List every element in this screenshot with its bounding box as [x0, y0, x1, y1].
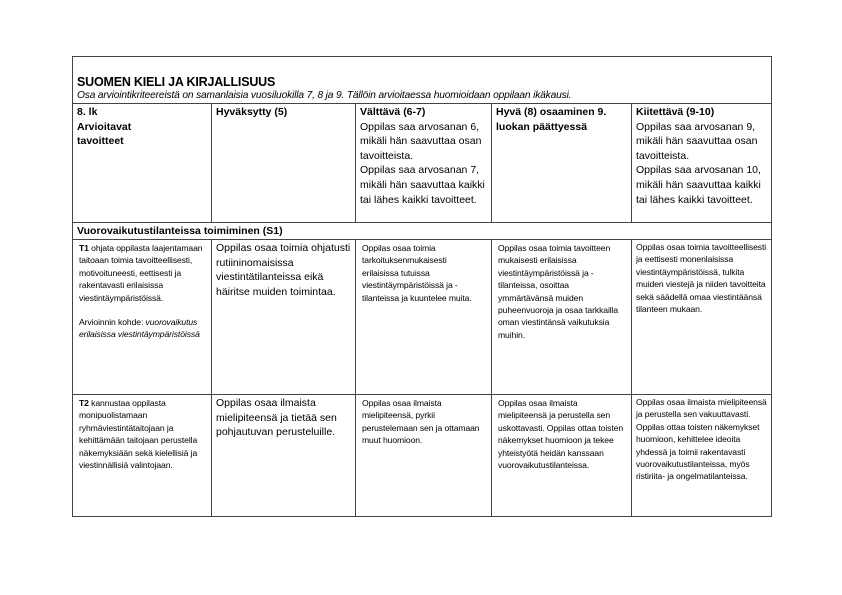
header-grade-6-7: [356, 104, 492, 222]
grade-6-7-cell: Oppilas osaa ilmaista mielipiteensä, pyrkii perustelemaan sen ja ottamaan muut huomioon.: [356, 395, 492, 516]
header-grade-6-7-text2: Oppilas saa arvosanan 7, mikäli hän saavuttaa kaikki tai lähes kaikki tavoitteet.: [360, 164, 485, 206]
section-row: [73, 223, 771, 240]
goal-text: [79, 397, 205, 471]
section-title: Vuorovaikutustilanteissa toimiminen (S1): [77, 225, 283, 237]
title-block: [73, 57, 771, 104]
table-row: [73, 395, 771, 516]
grade-8-cell: Oppilas osaa ilmaista mielipiteensä ja perustella sen uskottavasti. Oppilas ottaa toisten näkemykset huomioon ja tekee yhteistyötä heidän kanssaan vuorovaikutustilanteissa.: [492, 395, 632, 516]
goal-cell: [73, 240, 212, 394]
header-grade-6-7-title: Välttävä (6-7): [360, 106, 426, 118]
header-row: [73, 104, 771, 223]
goal-code: T2: [79, 398, 89, 408]
table-row: [73, 240, 771, 395]
grade-8-cell: Oppilas osaa toimia tavoitteen mukaisesti erilaisissa viestintäympäristöissä ja -tilanteissa, osoittaa ymmärtävänsä muiden puheenvuoroja ja osaa tarkkailla oman viestintänsä vaikutuksia muihin.: [492, 240, 632, 394]
grade-9-10-cell: Oppilas osaa toimia tavoitteellisesti ja eettisesti monenlaisissa viestintäympäristöissä, tulkita muiden viestejä ja niiden tavoitteita sekä säädellä omaa viestintäänsä tilanteen mukaan.: [636, 242, 767, 315]
header-grade-9-10-text2: Oppilas saa arvosanan 10, mikäli hän saavuttaa kaikki tai lähes kaikki tavoitteet.: [636, 164, 761, 206]
goal-code: T1: [79, 243, 89, 253]
header-grade-6-7-text1: Oppilas saa arvosanan 6, mikäli hän saavuttaa osan tavoitteista.: [360, 120, 482, 162]
goal-cell: [73, 395, 212, 516]
assessment-target: [79, 316, 205, 341]
document-subtitle: Osa arviointikriteereistä on samanlaisia vuosiluokilla 7, 8 ja 9. Tällöin arvioitaessa huomioidaan oppilaan ikäkausi.: [77, 90, 572, 101]
grade-6-7-cell: Oppilas osaa toimia tarkoituksenmukaisesti erilaisissa tutuissa viestintäympäristöissä ja -tilanteissa ja kuuntelee muita.: [356, 240, 492, 394]
header-grade-9-10-title: Kiitettävä (9-10): [636, 106, 715, 118]
assessment-label: Arvioinnin kohde:: [79, 317, 144, 328]
grade-9-10-cell: Oppilas osaa ilmaista mielipiteensä ja perustella sen vakuuttavasti. Oppilas ottaa toisten näkemykset huomioon, kehittelee ideoita yhdessä ja toimii rakentavasti vuorovaikutustilanteissa, myös ristiriita- ja ongelmatilanteissa.: [636, 397, 767, 482]
document-title: SUOMEN KIELI JA KIRJALLISUUS: [77, 75, 276, 89]
goal-description: kannustaa oppilasta monipuolistamaan ryhmäviestintätaitojaan ja kehittämään taitojaan perustella näkemyksiään sekä kielellisiä ja viestinnällisiä valintojaan.: [79, 398, 198, 471]
header-grade-8-title: Hyvä (8) osaaminen 9. luokan päättyessä: [496, 106, 607, 133]
header-grade-5: [212, 104, 356, 222]
header-grade-9-10-text1: Oppilas saa arvosanan 9, mikäli hän saavuttaa osan tavoitteista.: [636, 120, 758, 162]
grade-5-cell: Oppilas osaa toimia ohjatusti rutiininomaisissa viestintätilanteissa eikä häiritse muiden toimintaa.: [212, 240, 356, 394]
header-grade-level: 8. lk: [77, 106, 98, 118]
header-goals-line1: Arvioitavat: [77, 120, 132, 133]
header-grade-9-10: [632, 104, 771, 222]
header-grade-5-title: Hyväksytty (5): [216, 106, 288, 118]
goal-description: ohjata oppilasta laajentamaan taitoaan toimia tavoitteellisesti, motivoituneesti, eettisesti ja rakentavasti erilaisissa viestintäympäristöissä.: [79, 243, 203, 303]
header-grade-8: [492, 104, 632, 222]
header-goals: [73, 104, 212, 222]
assessment-table: [72, 56, 772, 517]
grade-5-cell: Oppilas osaa ilmaista mielipiteensä ja tietää sen pohjautuvan perusteluille.: [212, 395, 356, 516]
header-goals-line2: tavoitteet: [77, 135, 124, 148]
goal-text: [79, 242, 205, 304]
assessment-value: vuorovaikutus erilaisissa viestintäympäristöissä: [79, 317, 200, 340]
